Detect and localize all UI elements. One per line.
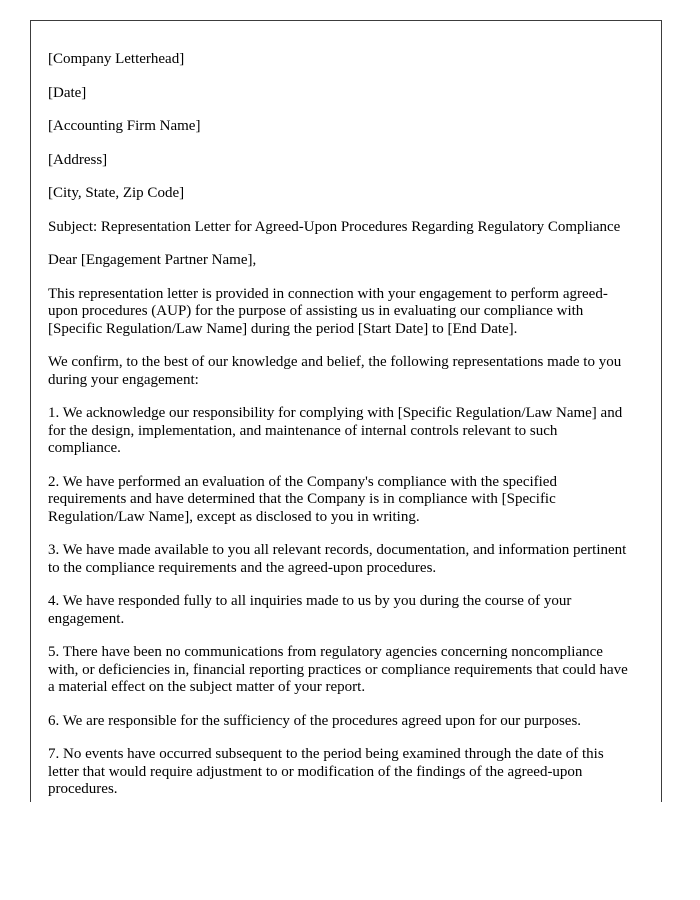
- representation-item-2: 2. We have performed an evaluation of the Company's compliance with the specified requirements and have determined that the Company is in compliance with [Specific Regulation/Law Name], except as disclosed to you in writing.: [48, 473, 557, 525]
- recipient-city-state-zip: [City, State, Zip Code]: [48, 185, 185, 201]
- salutation: Dear [Engagement Partner Name],: [48, 252, 257, 268]
- letter-document: [30, 20, 662, 802]
- representation-item-1: 1. We acknowledge our responsibility for complying with [Specific Regulation/Law Name] and for the design, implementation, and maintenance of internal controls relevant to such compliance.: [48, 405, 623, 456]
- representation-item-4: 4. We have responded fully to all inquiries made to us by you during the course of your engagement.: [48, 593, 572, 627]
- subject-line: Subject: Representation Letter for Agreed-Upon Procedures Regarding Regulatory Compliance: [48, 218, 621, 235]
- date-placeholder: [Date]: [48, 84, 87, 101]
- representation-item-5: 5. There have been no communications from regulatory agencies concerning noncompliance with, or deficiencies in, financial reporting practices or compliance requirements that could have a material effect on the subject matter of your report.: [48, 644, 628, 695]
- recipient-firm: [Accounting Firm Name]: [48, 118, 201, 134]
- representation-item-7: 7. No events have occurred subsequent to the period being examined through the date of this letter that would require adjustment to or modification of the findings of the agreed-upon procedures.: [48, 746, 604, 797]
- representation-item-6: 6. We are responsible for the sufficiency of the procedures agreed upon for our purposes.: [48, 712, 582, 729]
- letterhead-placeholder: [Company Letterhead]: [48, 51, 185, 67]
- recipient-address: [Address]: [48, 151, 108, 168]
- recipient-address-block: [48, 118, 634, 203]
- confirmation-lead: We confirm, to the best of our knowledge and belief, the following representations made to you during your engagement:: [48, 354, 622, 388]
- representation-item-3: 3. We have made available to you all relevant records, documentation, and information pertinent to the compliance requirements and the agreed-upon procedures.: [48, 542, 627, 576]
- intro-paragraph: This representation letter is provided in connection with your engagement to perform agreed-upon procedures (AUP) for the purpose of assisting us in evaluating our compliance with [Specific Regulation/Law Name] during the period [Start Date] to [End Date].: [48, 285, 608, 337]
